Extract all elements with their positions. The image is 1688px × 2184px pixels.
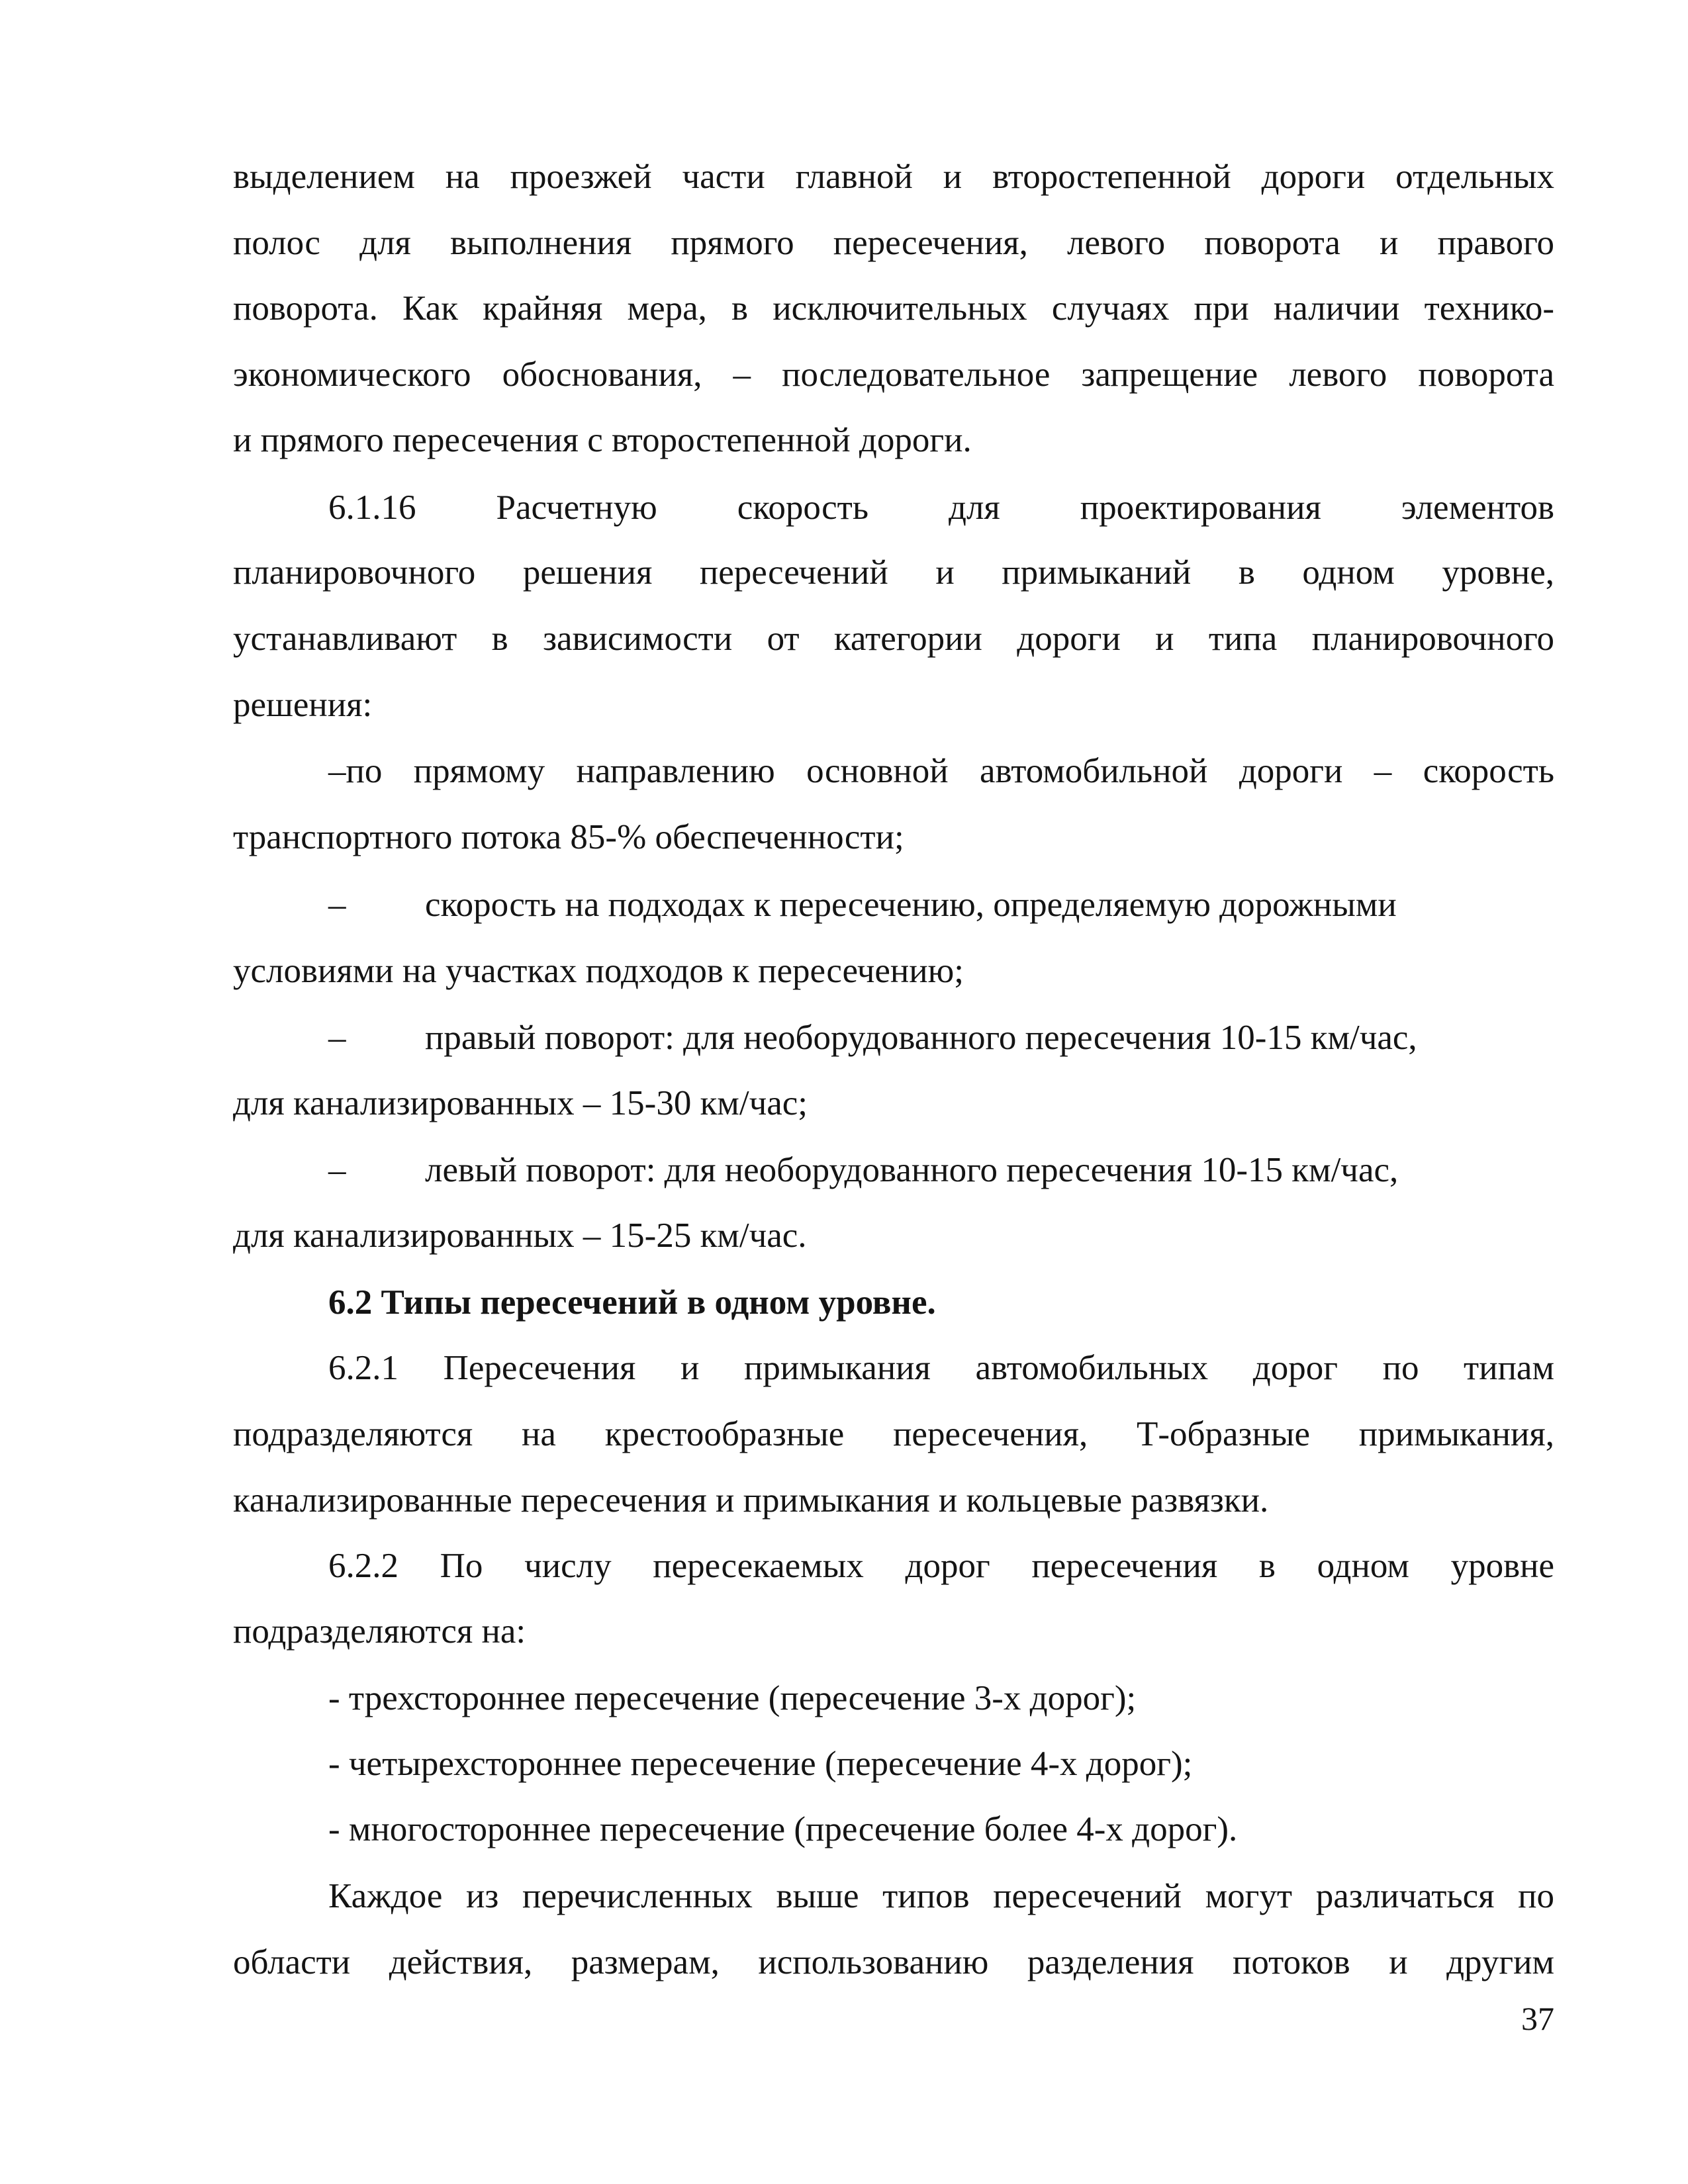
text-line: подразделяются на:: [233, 1612, 526, 1651]
list-item-text: правый поворот: для необорудованного пересечения 10-15 км/час,: [425, 1019, 1417, 1057]
list-dash: –: [328, 1019, 346, 1057]
text-line: транспортного потока 85-% обеспеченности;: [233, 818, 904, 856]
section-6-1-16-first-line: 6.1.16 Расчетную скорость для проектирования элементов: [328, 488, 1554, 527]
section-6-2-2-first-line: 6.2.2 По числу пересекаемых дорог пересечения в одном уровне: [328, 1547, 1554, 1585]
list-item: - многостороннее пересечение (пресечение более 4-х дорог).: [328, 1810, 1238, 1848]
list-item-first-line: [328, 882, 1554, 928]
page-number: 37: [1521, 2000, 1554, 2037]
text-line: области действия, размерам, использованию разделения потоков и другим: [233, 1943, 1554, 1981]
list-item-text: левый поворот: для необорудованного пересечения 10-15 км/час,: [425, 1151, 1399, 1189]
list-item-text: скорость на подходах к пересечению, определяемую дорожными: [425, 886, 1397, 924]
text-line: поворота. Как крайняя мера, в исключительных случаях при наличии технико-: [233, 289, 1554, 328]
text-line: и прямого пересечения с второстепенной дороги.: [233, 421, 972, 459]
text-line: экономического обоснования, – последовательное запрещение левого поворота: [233, 355, 1554, 394]
section-heading: 6.2 Типы пересечений в одном уровне.: [328, 1283, 936, 1322]
paragraph-first-line: Каждое из перечисленных выше типов пересечений могут различаться по: [328, 1877, 1554, 1915]
text-line: устанавливают в зависимости от категории дороги и типа планировочного: [233, 619, 1554, 658]
list-item-first-line: –по прямому направлению основной автомобильной дороги – скорость: [328, 752, 1554, 790]
list-item-first-line: [328, 1015, 1554, 1061]
list-item: - трехстороннее пересечение (пересечение 3-х дорог);: [328, 1679, 1137, 1717]
section-6-2-1-first-line: 6.2.1 Пересечения и примыкания автомобильных дорог по типам: [328, 1349, 1554, 1387]
list-dash: –: [328, 1151, 346, 1189]
text-line: планировочного решения пересечений и примыканий в одном уровне,: [233, 553, 1554, 592]
text-line: для канализированных – 15-25 км/час.: [233, 1216, 807, 1255]
text-line: полос для выполнения прямого пересечения, левого поворота и правого: [233, 224, 1554, 262]
text-line: для канализированных – 15-30 км/час;: [233, 1084, 808, 1122]
list-dash: –: [328, 886, 346, 924]
list-item-first-line: [328, 1147, 1554, 1193]
text-line: канализированные пересечения и примыкания и кольцевые развязки.: [233, 1481, 1269, 1520]
list-item: - четырехстороннее пересечение (пересечение 4-х дорог);: [328, 1745, 1193, 1783]
text-line: условиями на участках подходов к пересечению;: [233, 952, 964, 990]
text-line: решения:: [233, 686, 373, 724]
text-line: выделением на проезжей части главной и второстепенной дороги отдельных: [233, 158, 1554, 196]
text-line: подразделяются на крестообразные пересечения, Т-образные примыкания,: [233, 1415, 1554, 1453]
